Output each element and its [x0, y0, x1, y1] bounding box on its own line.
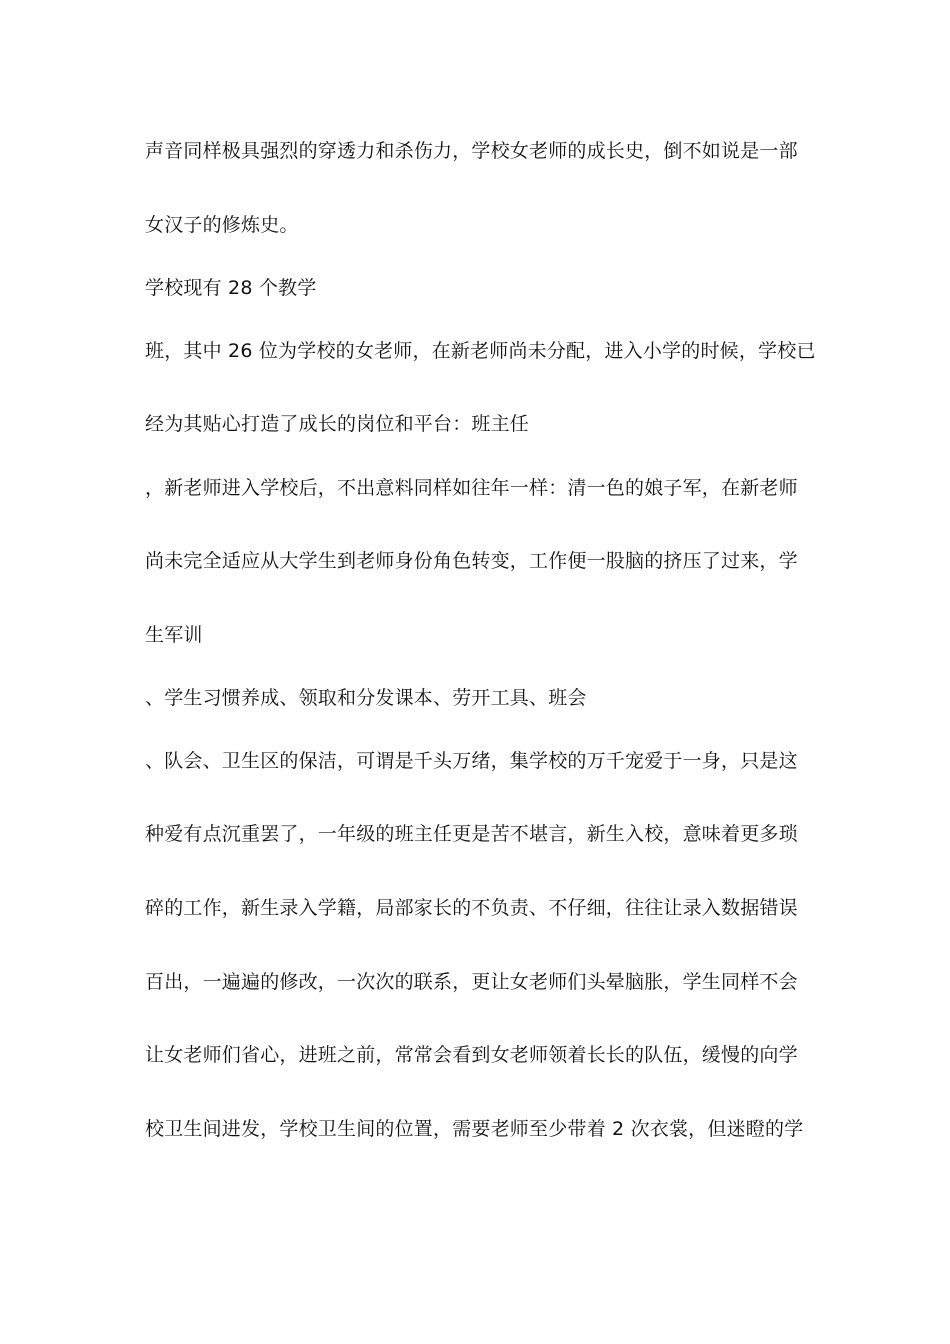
text-line: ，新老师进入学校后，不出意料同样如往年一样：清一色的娘子军，在新老师: [145, 477, 798, 499]
text-line: 、学生习惯养成、领取和分发课本、劳开工具、班会: [145, 687, 587, 709]
text-line: 校卫生间进发，学校卫生间的位置，需要老师至少带着 2 次衣裳，但迷瞪的学: [145, 1118, 804, 1140]
text-line: 声音同样极具强烈的穿透力和杀伤力，学校女老师的成长史，倒不如说是一部: [145, 140, 798, 162]
text-line: 、队会、卫生区的保洁，可谓是千头万绪，集学校的万千宠爱于一身，只是这: [145, 750, 798, 772]
text-line: 学校现有 28 个教学: [145, 277, 317, 299]
text-line: 经为其贴心打造了成长的岗位和平台：班主任: [145, 413, 530, 435]
text-line: 碎的工作，新生录入学籍，局部家长的不负责、不仔细，往往让录入数据错误: [145, 897, 798, 919]
text-line: 女汉子的修炼史。: [145, 214, 299, 236]
text-line: 百出，一遍遍的修改，一次次的联系，更让女老师们头晕脑胀，学生同样不会: [145, 971, 798, 993]
text-line: 种爱有点沉重罢了，一年级的班主任更是苦不堪言，新生入校，意味着更多琐: [145, 823, 798, 845]
text-line: 生军训: [145, 624, 203, 646]
text-line: 让女老师们省心，进班之前，常常会看到女老师领着长长的队伍，缓慢的向学: [145, 1044, 798, 1066]
text-line: 尚未完全适应从大学生到老师身份角色转变，工作便一股脑的挤压了过来，学: [145, 550, 798, 572]
text-line: 班，其中 26 位为学校的女老师，在新老师尚未分配，进入小学的时候，学校已: [145, 340, 816, 362]
